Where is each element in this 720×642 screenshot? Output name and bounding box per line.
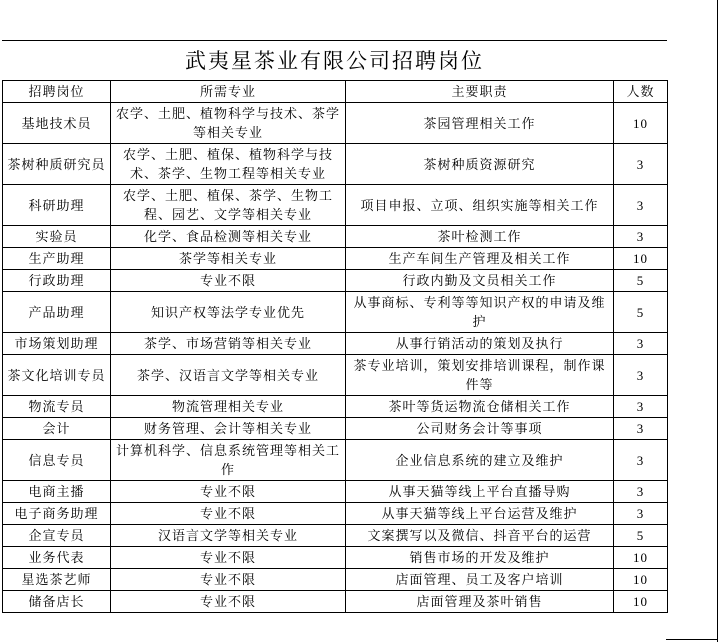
count-cell: 3 [614, 144, 668, 185]
position-cell: 行政助理 [3, 270, 111, 292]
major-cell: 专业不限 [111, 270, 346, 292]
major-cell: 茶学等相关专业 [111, 248, 346, 270]
position-cell: 信息专员 [3, 440, 111, 481]
position-cell: 电商主播 [3, 481, 111, 503]
duty-cell: 从事商标、专利等等知识产权的申请及维护 [346, 292, 614, 333]
duty-cell: 行政内勤及文员相关工作 [346, 270, 614, 292]
duty-cell: 茶树种质资源研究 [346, 144, 614, 185]
table-row [3, 270, 668, 292]
count-cell: 3 [614, 418, 668, 440]
table-header-row [3, 81, 668, 103]
column-header-duty: 主要职责 [346, 81, 614, 103]
page-title: 武夷星茶业有限公司招聘岗位 [2, 40, 667, 80]
column-header-position: 招聘岗位 [3, 81, 111, 103]
position-cell: 茶文化培训专员 [3, 355, 111, 396]
major-cell: 茶学、市场营销等相关专业 [111, 333, 346, 355]
count-cell: 10 [614, 569, 668, 591]
position-cell: 物流专员 [3, 396, 111, 418]
table-row [3, 569, 668, 591]
count-cell: 3 [614, 440, 668, 481]
column-header-major: 所需专业 [111, 81, 346, 103]
table-row [3, 503, 668, 525]
duty-cell: 公司财务会计等事项 [346, 418, 614, 440]
duty-cell: 从事行销活动的策划及执行 [346, 333, 614, 355]
duty-cell: 企业信息系统的建立及维护 [346, 440, 614, 481]
duty-cell: 生产车间生产管理及相关工作 [346, 248, 614, 270]
count-cell: 3 [614, 481, 668, 503]
major-cell: 物流管理相关专业 [111, 396, 346, 418]
position-cell: 实验员 [3, 226, 111, 248]
count-cell: 3 [614, 396, 668, 418]
count-cell: 10 [614, 547, 668, 569]
table-row [3, 103, 668, 144]
position-cell: 茶树种质研究员 [3, 144, 111, 185]
position-cell: 市场策划助理 [3, 333, 111, 355]
position-cell: 电子商务助理 [3, 503, 111, 525]
position-cell: 科研助理 [3, 185, 111, 226]
duty-cell: 文案撰写以及微信、抖音平台的运营 [346, 525, 614, 547]
position-cell: 业务代表 [3, 547, 111, 569]
table-row [3, 547, 668, 569]
count-cell: 10 [614, 248, 668, 270]
duty-cell: 销售市场的开发及维护 [346, 547, 614, 569]
count-cell: 10 [614, 103, 668, 144]
major-cell: 茶学、汉语言文学等相关专业 [111, 355, 346, 396]
major-cell: 计算机科学、信息系统管理等相关工作 [111, 440, 346, 481]
count-cell: 3 [614, 185, 668, 226]
recruitment-table [2, 80, 668, 613]
table-row [3, 292, 668, 333]
column-header-count: 人数 [614, 81, 668, 103]
major-cell: 专业不限 [111, 503, 346, 525]
table-row [3, 525, 668, 547]
position-cell: 产品助理 [3, 292, 111, 333]
duty-cell: 项目申报、立项、组织实施等相关工作 [346, 185, 614, 226]
duty-cell: 茶园管理相关工作 [346, 103, 614, 144]
major-cell: 农学、土肥、植物科学与技术、茶学等相关专业 [111, 103, 346, 144]
table-row [3, 333, 668, 355]
count-cell: 3 [614, 503, 668, 525]
count-cell: 3 [614, 333, 668, 355]
count-cell: 5 [614, 292, 668, 333]
major-cell: 化学、食品检测等相关专业 [111, 226, 346, 248]
major-cell: 知识产权等法学专业优先 [111, 292, 346, 333]
table-row [3, 185, 668, 226]
major-cell: 专业不限 [111, 569, 346, 591]
duty-cell: 从事天猫等线上平台运营及维护 [346, 503, 614, 525]
count-cell: 10 [614, 591, 668, 613]
major-cell: 农学、土肥、植保、茶学、生物工程、园艺、文学等相关专业 [111, 185, 346, 226]
position-cell: 生产助理 [3, 248, 111, 270]
table-row [3, 396, 668, 418]
duty-cell: 茶叶等货运物流仓储相关工作 [346, 396, 614, 418]
table-row [3, 440, 668, 481]
major-cell: 专业不限 [111, 481, 346, 503]
position-cell: 会计 [3, 418, 111, 440]
table-row [3, 144, 668, 185]
count-cell: 3 [614, 355, 668, 396]
table-row [3, 248, 668, 270]
major-cell: 财务管理、会计等相关专业 [111, 418, 346, 440]
duty-cell: 茶叶检测工作 [346, 226, 614, 248]
duty-cell: 店面管理及茶叶销售 [346, 591, 614, 613]
duty-cell: 茶专业培训，策划安排培训课程，制作课件等 [346, 355, 614, 396]
major-cell: 汉语言文学等相关专业 [111, 525, 346, 547]
count-cell: 5 [614, 525, 668, 547]
position-cell: 企宣专员 [3, 525, 111, 547]
major-cell: 专业不限 [111, 547, 346, 569]
recruitment-document [2, 40, 667, 613]
count-cell: 3 [614, 226, 668, 248]
position-cell: 储备店长 [3, 591, 111, 613]
major-cell: 专业不限 [111, 591, 346, 613]
table-body [3, 103, 668, 613]
table-row [3, 481, 668, 503]
bottom-rule-extension [666, 639, 718, 640]
duty-cell: 店面管理、员工及客户培训 [346, 569, 614, 591]
table-row [3, 418, 668, 440]
major-cell: 农学、土肥、植保、植物科学与技术、茶学、生物工程等相关专业 [111, 144, 346, 185]
count-cell: 5 [614, 270, 668, 292]
duty-cell: 从事天猫等线上平台直播导购 [346, 481, 614, 503]
page-edge-line [717, 0, 718, 642]
table-row [3, 355, 668, 396]
table-row [3, 591, 668, 613]
position-cell: 星选茶艺师 [3, 569, 111, 591]
position-cell: 基地技术员 [3, 103, 111, 144]
table-row [3, 226, 668, 248]
